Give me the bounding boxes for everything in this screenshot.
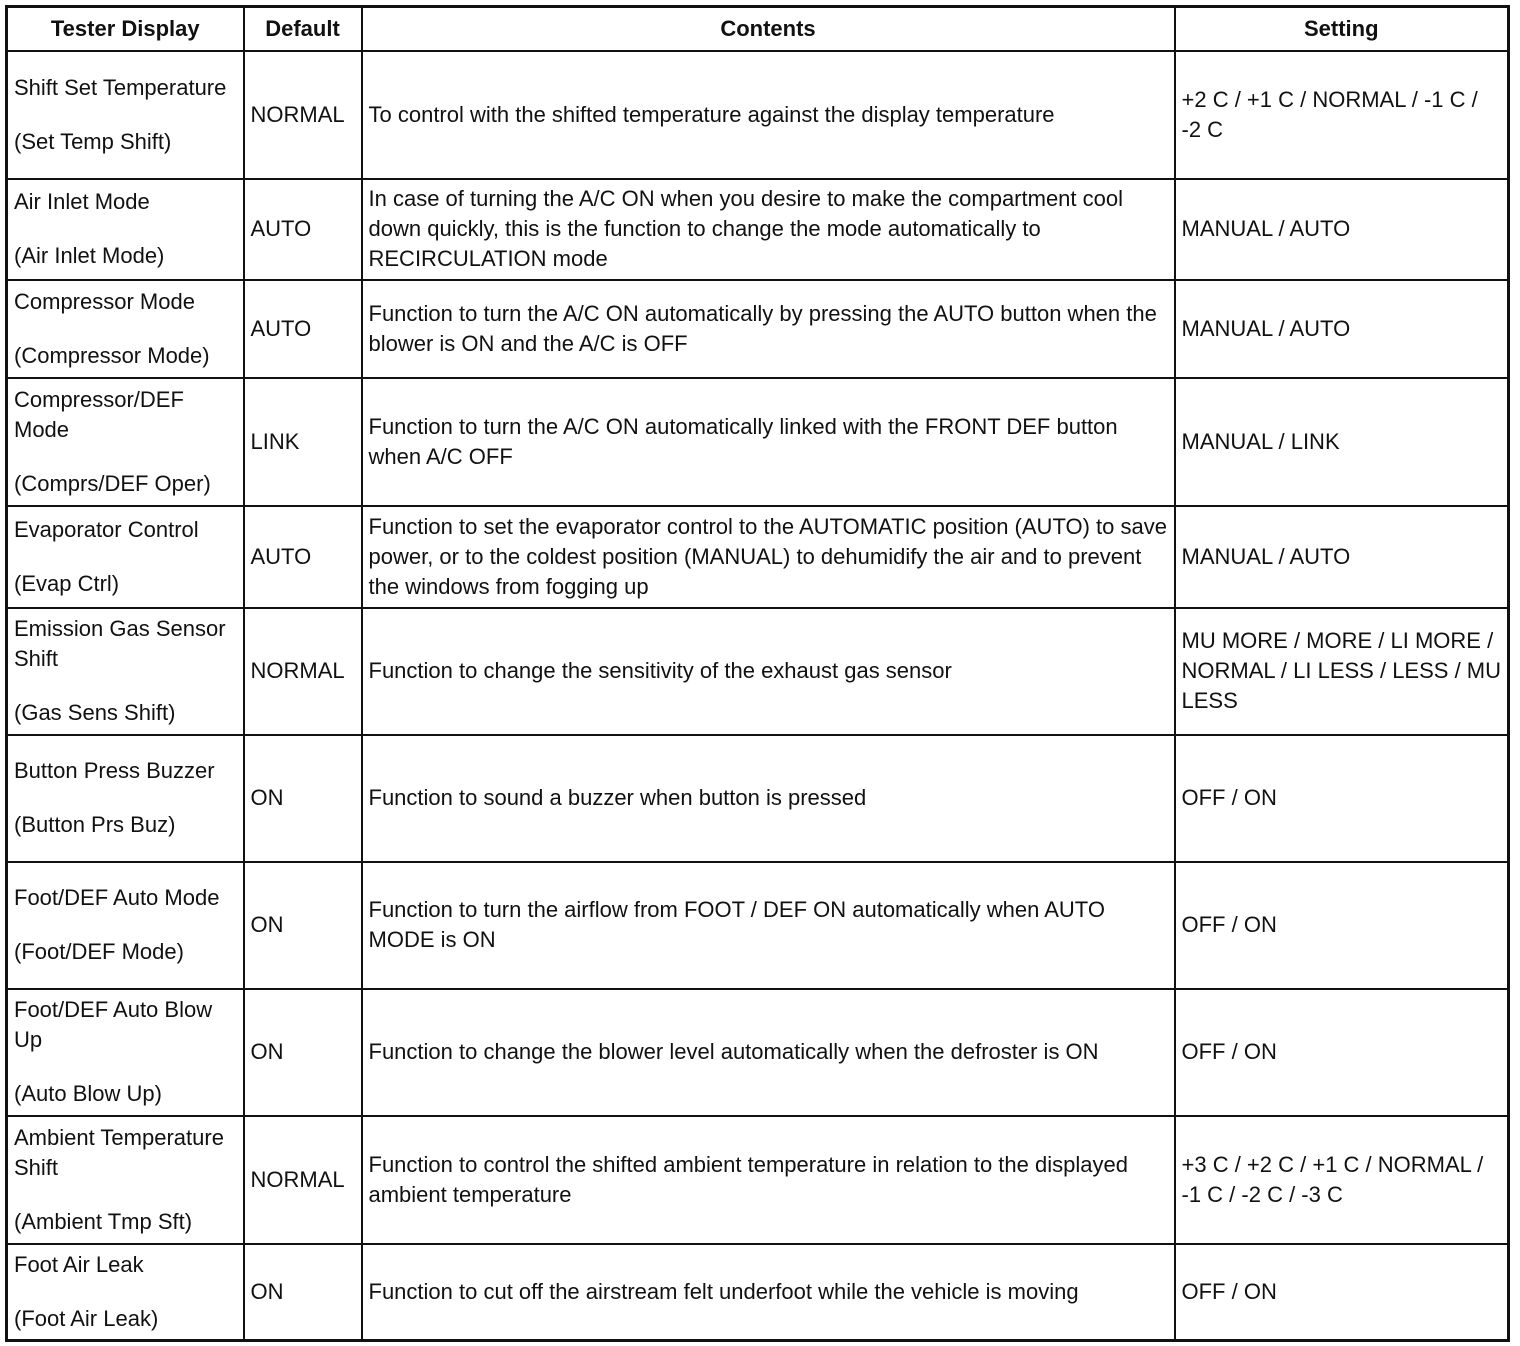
tester-display-cell (7, 179, 244, 280)
tester-display-cell (7, 280, 244, 378)
header-setting: Setting (1175, 7, 1509, 51)
tester-display-name: Air Inlet Mode (14, 189, 150, 214)
tester-display-abbr: (Gas Sens Shift) (14, 700, 176, 725)
tester-display-abbr: (Foot/DEF Mode) (14, 939, 184, 964)
default-value: NORMAL (244, 608, 362, 735)
contents-text: Function to turn the A/C ON automatically by pressing the AUTO button when the blower is ON and the A/C is OFF (362, 280, 1175, 378)
setting-options: OFF / ON (1175, 989, 1509, 1116)
table-row (7, 862, 1509, 989)
tester-display-cell (7, 378, 244, 506)
tester-display-cell (7, 735, 244, 862)
table-row (7, 506, 1509, 608)
setting-options: MANUAL / AUTO (1175, 506, 1509, 608)
setting-options: +2 C / +1 C / NORMAL / -1 C / -2 C (1175, 51, 1509, 179)
table-row (7, 1244, 1509, 1341)
tester-display-abbr: (Compressor Mode) (14, 342, 210, 368)
default-value: ON (244, 862, 362, 989)
table-row (7, 1116, 1509, 1244)
default-value: NORMAL (244, 51, 362, 179)
tester-display-abbr: (Air Inlet Mode) (14, 243, 165, 268)
tester-display-cell (7, 1244, 244, 1341)
tester-display-abbr: (Auto Blow Up) (14, 1081, 162, 1106)
tester-display-name: Evaporator Control (14, 516, 199, 542)
default-value: ON (244, 989, 362, 1116)
tester-display-name: Button Press Buzzer (14, 758, 215, 783)
tester-display-name: Compressor/DEF Mode (14, 386, 184, 442)
contents-text: In case of turning the A/C ON when you desire to make the compartment cool down quickly, this is the function to change the mode automatically to RECIRCULATION mode (362, 179, 1175, 280)
tester-display-name: Foot Air Leak (14, 1251, 144, 1277)
default-value: ON (244, 735, 362, 862)
contents-text: Function to control the shifted ambient temperature in relation to the displayed ambient temperature (362, 1116, 1175, 1244)
setting-options: +3 C / +2 C / +1 C / NORMAL / -1 C / -2 C / -3 C (1175, 1116, 1509, 1244)
header-row (7, 7, 1509, 51)
setting-options: MANUAL / AUTO (1175, 179, 1509, 280)
header-tester-display: Tester Display (7, 7, 244, 51)
tester-display-cell (7, 1116, 244, 1244)
tester-display-name: Shift Set Temperature (14, 74, 227, 100)
table-row (7, 51, 1509, 179)
table-row (7, 608, 1509, 735)
setting-options: MANUAL / AUTO (1175, 280, 1509, 378)
default-value: AUTO (244, 280, 362, 378)
table-row (7, 735, 1509, 862)
tester-display-name: Emission Gas Sensor Shift (14, 616, 226, 671)
default-value: LINK (244, 378, 362, 506)
tester-display-name: Compressor Mode (14, 288, 195, 314)
tester-display-name: Foot/DEF Auto Blow Up (14, 997, 213, 1052)
tester-display-cell (7, 989, 244, 1116)
settings-table (5, 5, 1510, 1342)
contents-text: Function to cut off the airstream felt underfoot while the vehicle is moving (362, 1244, 1175, 1341)
default-value: ON (244, 1244, 362, 1341)
setting-options: MU MORE / MORE / LI MORE / NORMAL / LI LESS / LESS / MU LESS (1175, 608, 1509, 735)
setting-options: OFF / ON (1175, 1244, 1509, 1341)
tester-display-cell (7, 506, 244, 608)
contents-text: Function to turn the A/C ON automatically linked with the FRONT DEF button when A/C OFF (362, 378, 1175, 506)
tester-display-abbr: (Comprs/DEF Oper) (14, 470, 211, 496)
tester-display-name: Ambient Temperature Shift (14, 1124, 224, 1180)
tester-display-abbr: (Evap Ctrl) (14, 570, 120, 596)
tester-display-cell (7, 608, 244, 735)
table-row (7, 280, 1509, 378)
contents-text: To control with the shifted temperature against the display temperature (362, 51, 1175, 179)
contents-text: Function to change the blower level automatically when the defroster is ON (362, 989, 1175, 1116)
tester-display-abbr: (Foot Air Leak) (14, 1305, 159, 1331)
setting-options: MANUAL / LINK (1175, 378, 1509, 506)
tester-display-name: Foot/DEF Auto Mode (14, 885, 220, 910)
header-default: Default (244, 7, 362, 51)
tester-display-cell (7, 51, 244, 179)
contents-text: Function to change the sensitivity of the exhaust gas sensor (362, 608, 1175, 735)
contents-text: Function to sound a buzzer when button is pressed (362, 735, 1175, 862)
table-row (7, 989, 1509, 1116)
tester-display-abbr: (Button Prs Buz) (14, 812, 176, 837)
tester-display-abbr: (Set Temp Shift) (14, 128, 172, 154)
default-value: NORMAL (244, 1116, 362, 1244)
tester-display-cell (7, 862, 244, 989)
table-row (7, 378, 1509, 506)
setting-options: OFF / ON (1175, 862, 1509, 989)
setting-options: OFF / ON (1175, 735, 1509, 862)
contents-text: Function to set the evaporator control to the AUTOMATIC position (AUTO) to save power, or to the coldest position (MANUAL) to dehumidify the air and to prevent the windows from fogging up (362, 506, 1175, 608)
contents-text: Function to turn the airflow from FOOT / DEF ON automatically when AUTO MODE is ON (362, 862, 1175, 989)
header-contents: Contents (362, 7, 1175, 51)
default-value: AUTO (244, 179, 362, 280)
tester-display-abbr: (Ambient Tmp Sft) (14, 1208, 193, 1234)
default-value: AUTO (244, 506, 362, 608)
table-row (7, 179, 1509, 280)
